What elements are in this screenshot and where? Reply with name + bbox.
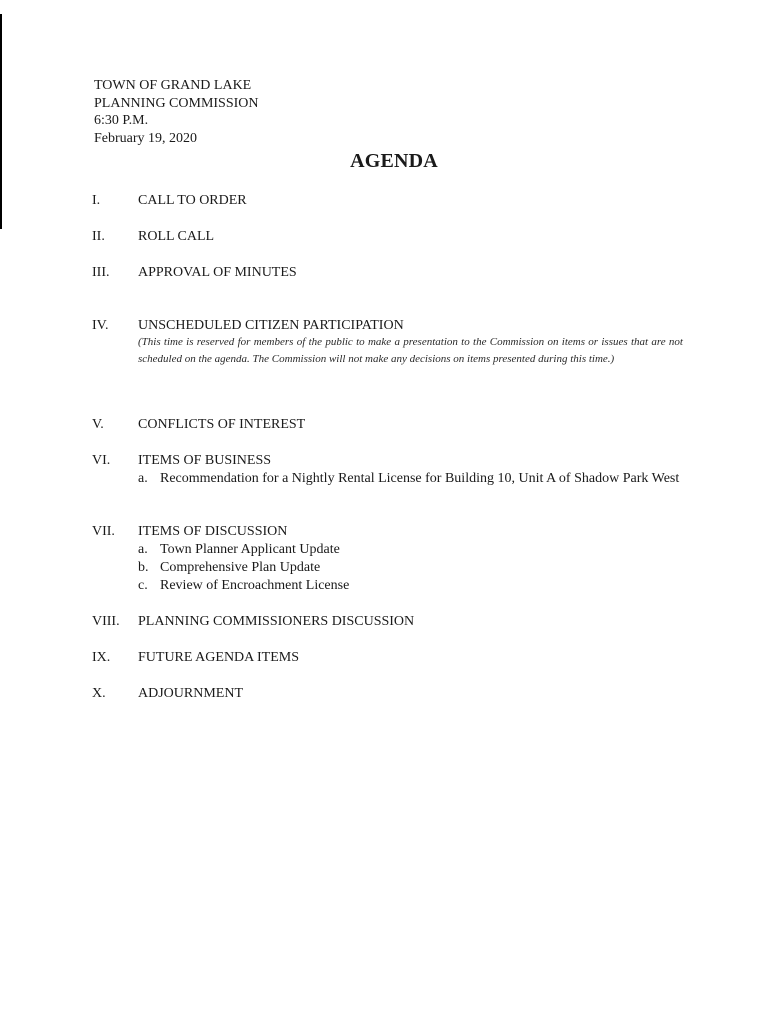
- agenda-item-numeral: II.: [92, 229, 105, 244]
- agenda-item-label: ROLL CALL: [138, 229, 215, 244]
- subitem-letter: a.: [138, 542, 148, 557]
- agenda-item-numeral: IV.: [92, 318, 109, 333]
- commission-name: PLANNING COMMISSION: [94, 95, 259, 111]
- agenda-item-label: ITEMS OF BUSINESS: [138, 453, 272, 468]
- agenda-item-label: PLANNING COMMISSIONERS DISCUSSION: [138, 614, 415, 629]
- agenda-item-label: CONFLICTS OF INTEREST: [138, 417, 306, 432]
- agenda-item-label: ITEMS OF DISCUSSION: [138, 524, 288, 539]
- agenda-item-numeral: IX.: [92, 650, 111, 665]
- agenda-item-numeral: X.: [92, 686, 106, 701]
- agenda-title: AGENDA: [350, 150, 438, 172]
- agenda-item-numeral: I.: [92, 193, 101, 208]
- agenda-item-label: CALL TO ORDER: [138, 193, 247, 208]
- meeting-date: February 19, 2020: [94, 130, 198, 146]
- meeting-time: 6:30 P.M.: [94, 113, 149, 128]
- agenda-item-numeral: V.: [92, 417, 104, 432]
- agenda-item-label: ADJOURNMENT: [138, 686, 243, 701]
- subitem-text: Recommendation for a Nightly Rental License for Building 10, Unit A of Shadow Park West: [160, 471, 680, 486]
- town-name: TOWN OF GRAND LAKE: [94, 78, 252, 93]
- subitem-text: Town Planner Applicant Update: [160, 542, 340, 557]
- subitem-letter: b.: [138, 560, 149, 575]
- subitem-letter: c.: [138, 578, 148, 593]
- subitem-text: Comprehensive Plan Update: [160, 560, 321, 575]
- agenda-item-numeral: VIII.: [92, 614, 120, 629]
- citizen-participation-note: (This time is reserved for members of the public to make a presentation to the Commission on items or issues that are not scheduled on the agenda. The Commission will not make any decisions on items presented during this time.): [138, 336, 683, 365]
- agenda-item-label: UNSCHEDULED CITIZEN PARTICIPATION: [138, 318, 404, 333]
- subitem-letter: a.: [138, 471, 148, 486]
- agenda-item-numeral: III.: [92, 265, 110, 280]
- agenda-item-numeral: VI.: [92, 453, 111, 468]
- agenda-item-label: APPROVAL OF MINUTES: [138, 265, 297, 280]
- agenda-item-label: FUTURE AGENDA ITEMS: [138, 650, 300, 665]
- subitem-text: Review of Encroachment License: [160, 578, 350, 593]
- document-header: [94, 77, 259, 147]
- agenda-item-numeral: VII.: [92, 524, 115, 539]
